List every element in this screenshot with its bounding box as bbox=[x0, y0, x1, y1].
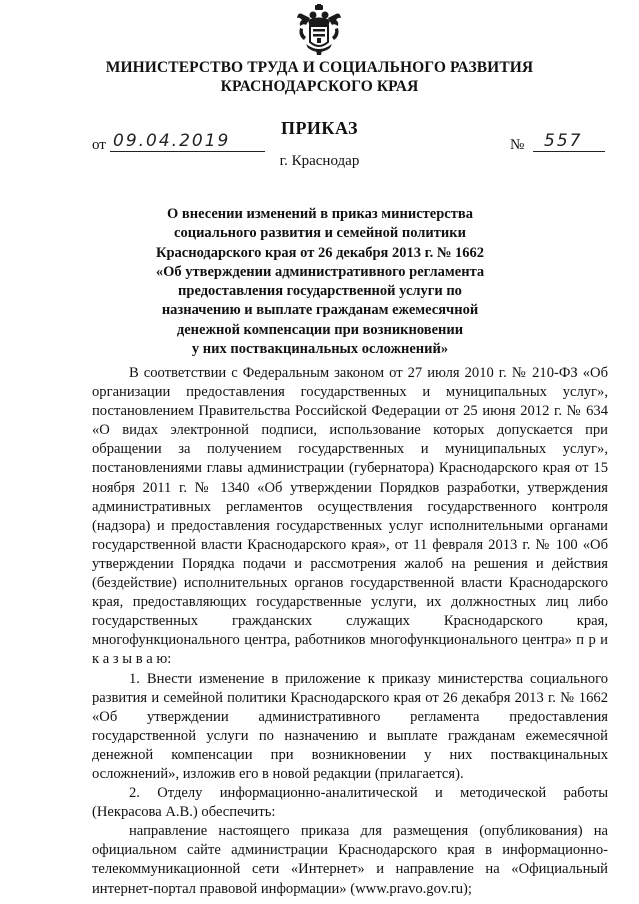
subject-line: социального развития и семейной политики bbox=[174, 225, 466, 242]
item-1-paragraph: 1. Внести изменение в приложение к приказу министерства социального развития и семейной политики Краснодарского края от 26 декабря 2013 г. № 1662 «Об утверждении административного регламента предоставления государственной услуги по назначению и выплате гражданам ежемесячной денежной компенсации при возникновении у них поствакцинальных осложнений», изложив его в новой редакции (прилагается). bbox=[92, 670, 608, 782]
subject-line: назначению и выплате гражданам ежемесячной bbox=[161, 302, 479, 319]
subject-line: «Об утверждении административного регламента bbox=[155, 263, 485, 280]
city-name: г. Краснодар bbox=[279, 153, 360, 169]
document-type-title: ПРИКАЗ bbox=[280, 118, 359, 138]
item-2-paragraph: 2. Отделу информационно-аналитической и методической работы (Некрасова А.В.) обеспечить: bbox=[92, 785, 608, 821]
number-label: № bbox=[510, 137, 525, 153]
date-value: 09.04.2019 bbox=[113, 131, 231, 151]
subject-line: Краснодарского края от 26 декабря 2013 г. № 1662 bbox=[155, 244, 485, 261]
subject-line: О внесении изменений в приказ министерства bbox=[167, 206, 473, 222]
date-label: от bbox=[92, 137, 106, 153]
date-underline bbox=[110, 151, 265, 152]
ministry-name-line2: КРАСНОДАРСКОГО КРАЯ bbox=[220, 78, 419, 95]
item-2-subparagraph: направление настоящего приказа для размещения (опубликования) на официальном сайте администрации Краснодарского края в информационно-телекоммуникационной сети «Интернет» и направление на «Официальный интернет-портал правовой информации» (www.pravo.gov.ru); bbox=[92, 823, 608, 897]
ministry-name-line1: МИНИСТЕРСТВО ТРУДА И СОЦИАЛЬНОГО РАЗВИТИЯ bbox=[105, 59, 534, 76]
coat-of-arms-icon bbox=[296, 4, 342, 56]
subject-line: денежной компенсации при возникновении bbox=[176, 321, 464, 338]
subject-line: предоставления государственной услуги по bbox=[178, 283, 462, 300]
order-body bbox=[92, 364, 608, 899]
subject-line: у них поствакцинальных осложнений» bbox=[191, 341, 449, 358]
preamble-paragraph: В соответствии с Федеральным законом от 27 июля 2010 г. № 210-ФЗ «Об организации предоставления государственных и муниципальных услуг», постановлением Правительства Российской Федерации от 25 июня 2012 г. № 634 «О видах электронной подписи, использование которых допускается при обращении за получением государственных и муниципальных услуг», постановлениями главы администрации (губернатора) Краснодарского края от 15 ноября 2011 г. № 1340 «Об утверждении Порядков разработки, утверждения административных регламентов осуществления государственного контроля (надзора) и предоставления государственных услуг исполнительными органами государственной власти Краснодарского края», от 11 февраля 2013 г. № 100 «Об утверждении Порядка подачи и рассмотрения жалоб на решения и действия (бездействие) исполнительных органов государственной власти Краснодарского края, предоставляющих государственные услуги, их должностных лиц либо государственных гражданских служащих Краснодарского края, многофункционального центра, работников многофункционального центра» п р и к а з ы в а ю: bbox=[92, 365, 608, 668]
order-subject bbox=[120, 205, 520, 359]
number-underline bbox=[533, 151, 605, 152]
number-value: 557 bbox=[544, 131, 583, 151]
